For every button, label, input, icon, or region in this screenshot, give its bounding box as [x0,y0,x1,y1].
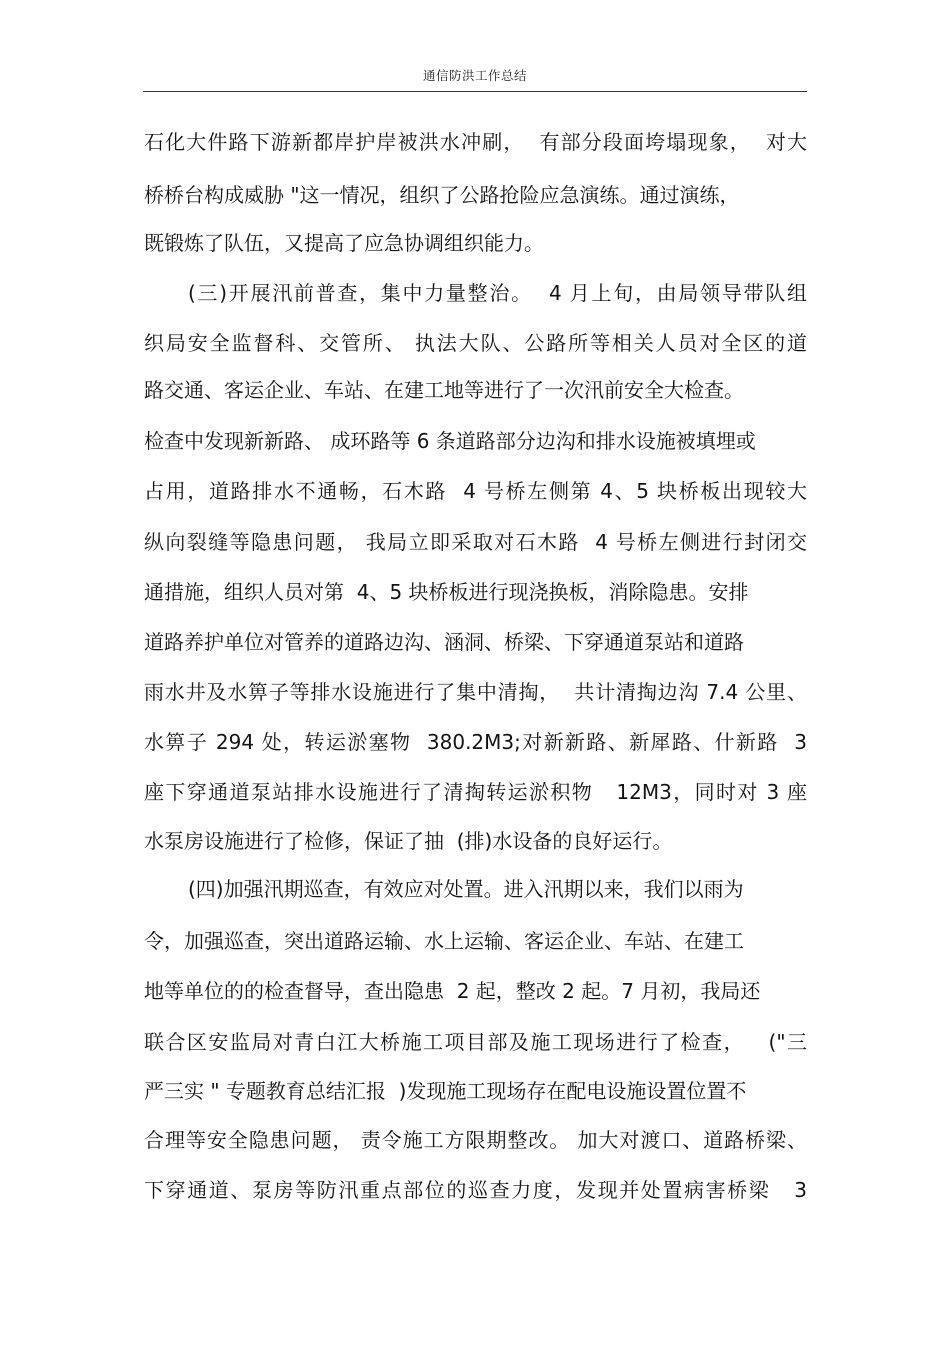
body-line: 桥桥台构成威胁 "这一情况，组织了公路抢险应急演练。通过演练， [144,183,740,207]
body-line: 路交通、客运企业、车站、在建工地等进行了一次汛前安全大检查。 [144,378,744,402]
body-line: 地等单位的的检查督导，查出隐患 2 起，整改 2 起。7 月初，我局还 [144,979,761,1003]
page-header-title: 通信防洪工作总结 [422,68,527,83]
body-line: (三)开展汛前普查，集中力量整治。 4 月上旬，由局领导带队组 [188,281,807,305]
body-line: 水泵房设施进行了检修，保证了抽 (排)水设备的良好运行。 [144,829,673,853]
body-line: 检查中发现新新路、 成环路等 6 条道路部分边沟和排水设施被填埋或 [144,429,756,453]
body-line: 石化大件路下游新都岸护岸被洪水冲刷， 有部分段面垮塌现象， 对大 [144,130,807,154]
body-line: 雨水井及水箅子等排水设施进行了集中清掏， 共计清掏边沟 7.4 公里、 [144,680,807,704]
body-line: 座下穿通道泵站排水设施进行了清掏转运淤积物 12M3，同时对 3 座 [144,780,807,804]
body-line: 下穿通道、泵房等防汛重点部位的巡查力度，发现并处置病害桥梁 3 [144,1178,807,1202]
body-line: 占用，道路排水不通畅，石木路 4 号桥左侧第 4、5 块桥板出现较大 [144,479,807,503]
body-line: 纵向裂缝等隐患问题， 我局立即采取对石木路 4 号桥左侧进行封闭交 [144,530,807,554]
body-line: 严三实 " 专题教育总结汇报 )发现施工现场存在配电设施设置位置不 [144,1079,747,1103]
body-line: 既锻炼了队伍，又提高了应急协调组织能力。 [144,231,544,255]
body-line: 水箅子 294 处，转运淤塞物 380.2M3;对新新路、新犀路、什新路 3 [144,730,807,754]
body-line: 合理等安全隐患问题， 责令施工方限期整改。 加大对渡口、道路桥梁、 [144,1128,807,1152]
header-divider [143,91,807,92]
body-line: 令，加强巡查，突出道路运输、水上运输、客运企业、车站、在建工 [144,929,744,953]
body-line: 联合区安监局对青白江大桥施工项目部及施工现场进行了检查， ("三 [144,1030,807,1054]
body-line: (四)加强汛期巡查，有效应对处置。进入汛期以来，我们以雨为 [188,877,744,901]
body-line: 通措施，组织人员对第 4、5 块桥板进行现浇换板，消除隐患。安排 [144,580,749,604]
body-line: 织局安全监督科、交管所、 执法大队、公路所等相关人员对全区的道 [144,331,807,355]
body-line: 道路养护单位对管养的道路边沟、涵洞、桥梁、下穿通道泵站和道路 [144,630,744,654]
